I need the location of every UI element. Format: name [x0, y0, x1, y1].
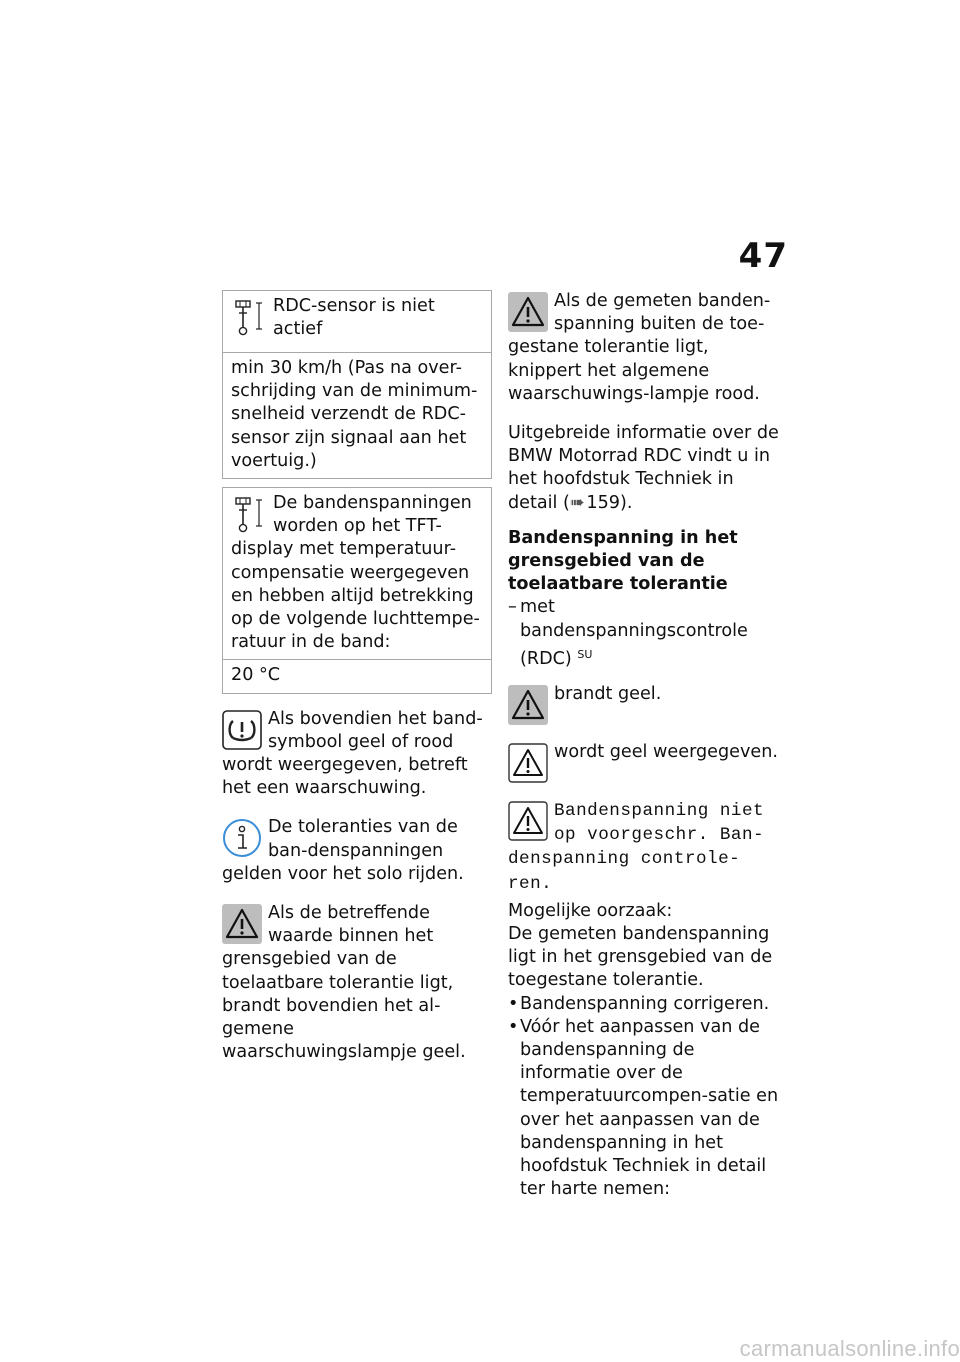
warning-paragraph: [222, 902, 492, 1064]
info-text: De toleranties van de ban-denspanningen gelden voor het solo rijden.: [222, 817, 464, 884]
tyre-pressure-sensor-icon: [231, 494, 267, 534]
indicator-yellow-text: brandt geel.: [554, 684, 662, 705]
reference-text-end: ).: [620, 492, 633, 513]
rdc-sensor-box: [222, 290, 492, 479]
left-column: [222, 290, 492, 1080]
warning-text: Als de betreffende waarde binnen het grensgebied van de toelaatbare tolerantie ligt, brandt bovendien het al-gemene waarschuwingslampje geel.: [222, 903, 466, 1063]
box-header: [223, 488, 491, 660]
info-icon: [222, 818, 262, 858]
warning-triangle-filled-icon: [508, 292, 548, 332]
display-message: [508, 799, 780, 896]
list-item: • Bandenspanning corrigeren.: [508, 993, 780, 1016]
tyre-pressure-sensor-icon: [231, 297, 267, 337]
warning-triangle-outline-icon: [508, 743, 548, 783]
page-reference-link[interactable]: 159: [586, 492, 621, 513]
temperature-compensation-box: [222, 487, 492, 694]
tyre-warning-icon: [222, 710, 262, 750]
condition-dash: –: [508, 597, 517, 618]
list-item: • Vóór het aanpassen van de bandenspanning de informatie over de temperatuurcompen-satie en over het aanpassen van de bandenspanning in het hoofdstuk Techniek in detail ter harte nemen:: [508, 1016, 780, 1202]
cause-text: De gemeten bandenspanning ligt in het grensgebied van de toegestane tolerantie.: [508, 924, 773, 991]
warning-triangle-filled-icon: [508, 685, 548, 725]
cause-label: Mogelijke oorzaak:: [508, 900, 673, 921]
rdc-inactive-title: RDC-sensor is niet actief: [273, 296, 435, 340]
rdc-inactive-text: min 30 km/h (Pas na over-schrijding van de minimum-snelheid verzendt de RDC-sensor zijn signaal aan het voertuig.): [223, 353, 491, 479]
page-reference-arrow-icon: ➠: [569, 492, 585, 513]
condition-text: met bandenspanningscontrole (RDC): [520, 597, 748, 669]
outside-tolerance-paragraph: [508, 290, 780, 406]
reference-text: Uitgebreide informatie over de BMW Motorrad RDC vindt u in het hoofdstuk Techniek in detail (: [508, 423, 779, 513]
right-column: [508, 290, 780, 1202]
reference-paragraph: [508, 422, 780, 515]
warning-triangle-outline-icon: [508, 801, 548, 841]
outside-tolerance-text: Als de gemeten banden-spanning buiten de toe-gestane tolerantie ligt, knippert het algemene waarschuwings-lampje rood.: [508, 291, 771, 404]
tyre-warning-text: Als bovendien het band-symbool geel of rood wordt weergegeven, betreft het een waarschuwing.: [222, 708, 483, 799]
temperature-compensation-text: De bandenspanningen worden op het TFT-display met temperatuur-compensatie weergegeven en hebben altijd betrekking op de volgende luchttempe-ratuur in de band:: [231, 493, 480, 653]
display-yellow-text: wordt geel weergegeven.: [554, 742, 778, 763]
warning-triangle-filled-icon: [222, 904, 262, 944]
display-yellow-line: [508, 741, 780, 783]
watermark: carmanualsonline.info: [739, 1336, 960, 1361]
page-number: 47: [738, 236, 788, 276]
display-message-text: Bandenspanning niet op voorgeschr. Ban-denspanning controle-ren.: [508, 801, 765, 894]
info-paragraph: [222, 816, 492, 886]
reference-temperature-value: 20 °C: [223, 660, 491, 693]
indicator-yellow-line: [508, 683, 780, 725]
action-list: [508, 993, 780, 1202]
condition-superscript: SU: [577, 647, 593, 661]
box-header: [223, 291, 491, 353]
condition-line: [508, 596, 780, 671]
tyre-warning-paragraph: [222, 708, 492, 801]
section-heading: Bandenspanning in het grensgebied van de toelaatbare tolerantie: [508, 527, 738, 595]
